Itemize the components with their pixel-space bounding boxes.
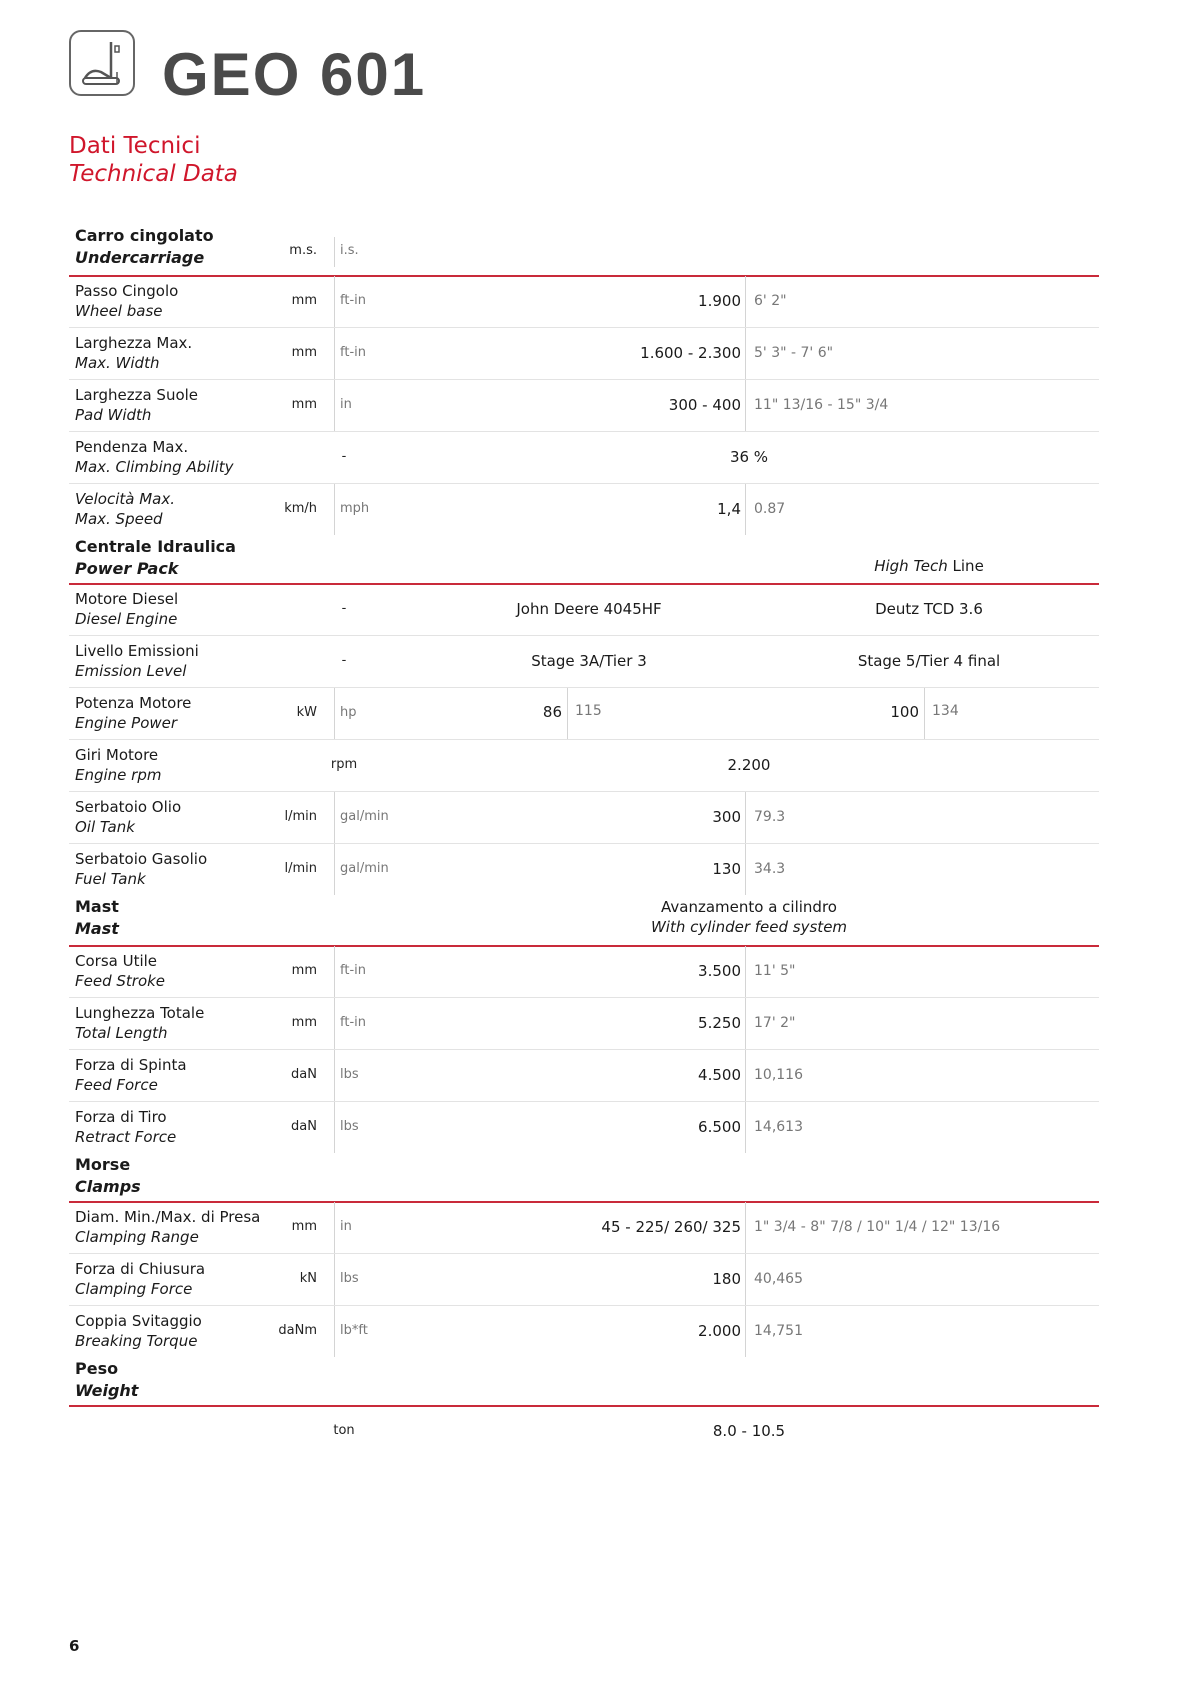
label-it: Lunghezza Totale <box>75 1004 205 1022</box>
row-max-climbing <box>69 432 1099 484</box>
row-fuel-tank <box>69 844 1099 895</box>
label-it: Giri Motore <box>75 746 159 764</box>
value-metric: 1,4 <box>717 500 741 518</box>
power-pack-header <box>69 535 1099 585</box>
value-imperial: 34.3 <box>754 861 786 877</box>
section-title-it: Dati Tecnici <box>69 133 201 159</box>
label-en: Feed Stroke <box>75 972 166 990</box>
value-metric: 1.900 <box>698 292 741 310</box>
mast-header <box>69 895 1099 947</box>
unit-metric-label: m.s. <box>289 243 317 258</box>
unit-metric: mm <box>291 397 317 412</box>
label-en: Emission Level <box>75 662 187 680</box>
unit-metric: mm <box>291 963 317 978</box>
row-engine-rpm <box>69 740 1099 792</box>
unit-metric: kN <box>299 1271 317 1286</box>
row-feed-stroke <box>69 946 1099 998</box>
unit-metric: daNm <box>278 1323 317 1338</box>
row-total-length <box>69 998 1099 1050</box>
undercarriage-title-it: Carro cingolato <box>75 226 214 245</box>
value-high-tech-hp: 134 <box>932 703 959 719</box>
label-it: Pendenza Max. <box>75 438 189 456</box>
row-clamping-range <box>69 1202 1099 1254</box>
label-it: Potenza Motore <box>75 694 192 712</box>
row-weight <box>69 1406 1099 1457</box>
weight-title-it: Peso <box>75 1359 119 1378</box>
value-imperial: 17' 2" <box>754 1015 796 1031</box>
label-en: Wheel base <box>75 302 163 320</box>
line-label-italic: High Tech <box>874 557 948 575</box>
value-metric: 180 <box>712 1270 741 1288</box>
row-max-width <box>69 328 1099 380</box>
power-pack-title-it: Centrale Idraulica <box>75 537 236 556</box>
unit: - <box>341 449 347 464</box>
row-retract-force <box>69 1102 1099 1153</box>
row-oil-tank <box>69 792 1099 844</box>
value-metric: 5.250 <box>698 1014 741 1032</box>
label-en: Max. Climbing Ability <box>75 458 234 476</box>
unit-imperial: ft-in <box>340 1015 366 1030</box>
row-pad-width <box>69 380 1099 432</box>
undercarriage-title-en: Undercarriage <box>75 248 205 267</box>
label-en: Retract Force <box>75 1128 177 1146</box>
label-en: Total Length <box>75 1024 168 1042</box>
weight-title-en: Weight <box>75 1381 139 1400</box>
label-it: Passo Cingolo <box>75 282 179 300</box>
row-breaking-torque <box>69 1306 1099 1357</box>
unit-imperial: gal/min <box>340 809 389 824</box>
label-en: Diesel Engine <box>75 610 178 628</box>
unit-metric: km/h <box>284 501 317 516</box>
value-metric: 300 <box>712 808 741 826</box>
unit-imperial-label: i.s. <box>340 243 359 258</box>
unit-imperial: gal/min <box>340 861 389 876</box>
unit-imperial: lbs <box>340 1067 359 1082</box>
value: 36 % <box>729 448 769 466</box>
unit-metric: mm <box>291 1015 317 1030</box>
value-imperial: 14,613 <box>754 1119 803 1135</box>
unit-imperial: lbs <box>340 1119 359 1134</box>
unit-imperial: ft-in <box>340 293 366 308</box>
unit-metric: mm <box>291 345 317 360</box>
value-imperial: 10,116 <box>754 1067 803 1083</box>
value-standard-hp: 115 <box>575 703 602 719</box>
unit-imperial: ft-in <box>340 963 366 978</box>
value-metric: 300 - 400 <box>668 396 741 414</box>
label-it: Motore Diesel <box>75 590 179 608</box>
label-it: Serbatoio Gasolio <box>75 850 208 868</box>
value-standard: Stage 3A/Tier 3 <box>531 652 647 670</box>
label-en: Oil Tank <box>75 818 135 836</box>
unit-metric: daN <box>291 1067 317 1082</box>
value-imperial: 6' 2" <box>754 293 787 309</box>
label-it: Livello Emissioni <box>75 642 199 660</box>
unit-metric: mm <box>291 293 317 308</box>
value-imperial: 40,465 <box>754 1271 803 1287</box>
unit-imperial: lbs <box>340 1271 359 1286</box>
unit-metric: kW <box>296 705 317 720</box>
value-imperial: 11' 5" <box>754 963 796 979</box>
unit-imperial: ft-in <box>340 345 366 360</box>
row-clamping-force <box>69 1254 1099 1306</box>
unit-imperial: in <box>340 1219 352 1234</box>
label-it: Serbatoio Olio <box>75 798 182 816</box>
value: 8.0 - 10.5 <box>712 1422 786 1440</box>
unit-metric: daN <box>291 1119 317 1134</box>
label-en: Clamping Force <box>75 1280 193 1298</box>
unit: - <box>341 601 347 616</box>
model-title: GEO 601 <box>162 41 427 108</box>
line-label <box>839 556 1019 576</box>
label-en: Breaking Torque <box>75 1332 198 1350</box>
label-en: Fuel Tank <box>75 870 146 888</box>
label-it: Forza di Spinta <box>75 1056 187 1074</box>
row-feed-force <box>69 1050 1099 1102</box>
label-en: Max. Width <box>75 354 160 372</box>
label-en: Max. Speed <box>75 510 163 528</box>
value-imperial: 1" 3/4 - 8" 7/8 / 10" 1/4 / 12" 13/16 <box>754 1219 1001 1235</box>
value-imperial: 79.3 <box>754 809 786 825</box>
label-it: Larghezza Max. <box>75 334 193 352</box>
unit: - <box>341 653 347 668</box>
value-imperial: 0.87 <box>754 501 786 517</box>
value-imperial: 11" 13/16 - 15" 3/4 <box>754 397 889 413</box>
label-it: Coppia Svitaggio <box>75 1312 202 1330</box>
unit: rpm <box>330 757 358 772</box>
unit-imperial: mph <box>340 501 370 516</box>
unit-imperial: lb*ft <box>340 1323 368 1338</box>
feed-system-it: Avanzamento a cilindro <box>661 898 837 916</box>
label-en: Pad Width <box>75 406 152 424</box>
value-metric: 130 <box>712 860 741 878</box>
value-metric: 2.000 <box>698 1322 741 1340</box>
value-high-tech-kw: 100 <box>890 703 919 721</box>
unit-imperial: in <box>340 397 352 412</box>
row-diesel-engine <box>69 584 1099 636</box>
value-metric: 6.500 <box>698 1118 741 1136</box>
value-imperial: 5' 3" - 7' 6" <box>754 345 834 361</box>
unit-imperial: hp <box>340 705 357 720</box>
value-standard-kw: 86 <box>542 703 562 721</box>
line-label-text: Line <box>952 557 984 575</box>
value-metric: 1.600 - 2.300 <box>640 344 741 362</box>
unit: ton <box>333 1423 355 1438</box>
drill-rig-logo <box>69 30 135 96</box>
label-it: Forza di Chiusura <box>75 1260 206 1278</box>
row-emission-level <box>69 636 1099 688</box>
label-it: Forza di Tiro <box>75 1108 167 1126</box>
label-it: Velocità Max. <box>75 490 175 508</box>
power-pack-title-en: Power Pack <box>75 559 179 578</box>
label-it: Corsa Utile <box>75 952 158 970</box>
section-title-en: Technical Data <box>69 161 238 187</box>
label-it: Diam. Min./Max. di Presa <box>75 1208 261 1226</box>
label-en: Engine rpm <box>75 766 162 784</box>
value-metric: 4.500 <box>698 1066 741 1084</box>
feed-system-en: With cylinder feed system <box>650 918 848 936</box>
value-imperial: 14,751 <box>754 1323 803 1339</box>
unit-metric: l/min <box>284 809 317 824</box>
value-high-tech: Stage 5/Tier 4 final <box>857 652 1001 670</box>
clamps-title-en: Clamps <box>75 1177 141 1196</box>
value-metric: 3.500 <box>698 962 741 980</box>
label-en: Engine Power <box>75 714 178 732</box>
page-number: 6 <box>69 1637 80 1655</box>
value-high-tech: Deutz TCD 3.6 <box>875 600 983 618</box>
label-it: Larghezza Suole <box>75 386 199 404</box>
undercarriage-header <box>69 219 1099 277</box>
clamps-header <box>69 1153 1099 1203</box>
value-metric: 45 - 225/ 260/ 325 <box>601 1218 741 1236</box>
drill-rig-icon <box>71 32 133 94</box>
row-max-speed <box>69 484 1099 535</box>
unit-metric: mm <box>291 1219 317 1234</box>
label-en: Feed Force <box>75 1076 158 1094</box>
label-en: Clamping Range <box>75 1228 199 1246</box>
weight-header <box>69 1357 1099 1407</box>
row-wheel-base <box>69 276 1099 328</box>
clamps-title-it: Morse <box>75 1155 131 1174</box>
row-engine-power <box>69 688 1099 740</box>
unit-metric: l/min <box>284 861 317 876</box>
mast-title-en: Mast <box>75 919 119 938</box>
mast-title-it: Mast <box>75 897 119 916</box>
value-standard: John Deere 4045HF <box>516 600 662 618</box>
value: 2.200 <box>727 756 771 774</box>
